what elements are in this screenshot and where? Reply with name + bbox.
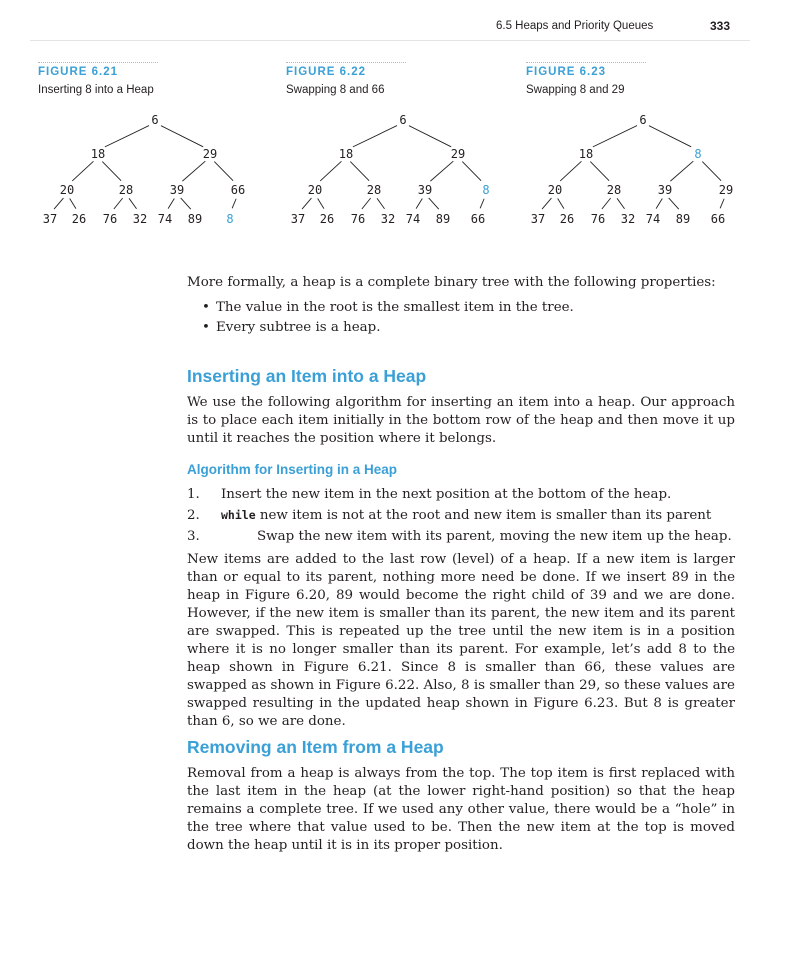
tree-edge bbox=[320, 161, 341, 181]
bullet-item bbox=[202, 320, 380, 335]
figure-caption: Swapping 8 and 66 bbox=[286, 84, 385, 96]
tree-node: 18 bbox=[338, 147, 354, 161]
tree-node: 89 bbox=[675, 212, 691, 226]
tree-node: 74 bbox=[157, 212, 173, 226]
tree-edge bbox=[214, 162, 233, 181]
step-text: Swap the new item with its parent, moving the new item up the heap. bbox=[257, 529, 732, 544]
tree-edge bbox=[430, 161, 453, 181]
tree-edge bbox=[590, 162, 609, 181]
tree-node: 74 bbox=[645, 212, 661, 226]
tree-node: 32 bbox=[380, 212, 396, 226]
tree-edge bbox=[377, 198, 384, 208]
tree-edge bbox=[602, 198, 611, 209]
tree-node: 20 bbox=[547, 183, 563, 197]
tree-edge bbox=[302, 198, 311, 209]
tree-edge bbox=[232, 199, 236, 209]
bullet-text: Every subtree is a heap. bbox=[216, 320, 381, 335]
figure-6-21 bbox=[30, 62, 260, 242]
tree-edge bbox=[72, 161, 93, 181]
tree-node: 29 bbox=[202, 147, 218, 161]
tree-edge bbox=[542, 198, 551, 209]
algorithm-heading: Algorithm for Inserting in a Heap bbox=[187, 462, 398, 477]
tree-edge bbox=[181, 198, 191, 209]
tree-node: 8 bbox=[482, 183, 490, 197]
bullet-icon: • bbox=[202, 320, 210, 335]
tree-node: 76 bbox=[590, 212, 606, 226]
tree-node: 89 bbox=[187, 212, 203, 226]
tree-edge bbox=[350, 162, 369, 181]
step-number: 2. bbox=[187, 508, 200, 523]
tree-edge bbox=[617, 198, 624, 208]
tree-edge bbox=[353, 126, 397, 147]
tree-edge bbox=[182, 161, 205, 181]
tree-node: 20 bbox=[307, 183, 323, 197]
tree-edge bbox=[129, 198, 136, 208]
algorithm-step-1 bbox=[187, 487, 747, 502]
tree-edge bbox=[649, 126, 691, 147]
figure-title: FIGURE 6.23 bbox=[526, 66, 607, 78]
tree-node: 29 bbox=[450, 147, 466, 161]
intro-text: More formally, a heap is a complete binary tree with the following properties: bbox=[187, 275, 716, 290]
tree-node: 76 bbox=[350, 212, 366, 226]
heap-tree-diagram bbox=[30, 62, 260, 242]
tree-node: 8 bbox=[694, 147, 702, 161]
figure-caption: Inserting 8 into a Heap bbox=[38, 84, 154, 96]
algorithm-step-2 bbox=[187, 508, 747, 523]
tree-edge bbox=[416, 198, 422, 208]
inserting-paragraph: We use the following algorithm for inserting an item into a heap. Our approach is to place each item initially in the bottom row of the heap and then move it up until it reaches the position where it belongs. bbox=[187, 395, 735, 446]
tree-node: 66 bbox=[470, 212, 486, 226]
page-number: 333 bbox=[709, 19, 730, 33]
tree-edge bbox=[362, 198, 371, 209]
tree-node: 18 bbox=[90, 147, 106, 161]
tree-node: 28 bbox=[606, 183, 622, 197]
tree-node: 32 bbox=[620, 212, 636, 226]
removing-paragraph: Removal from a heap is always from the top. The top item is first replaced with the last item in the heap (at the lower right-hand position) so that the heap remains a complete tree. If we used any other value, there would be a “hole” in the tree where that value used to be. Then the new item at the top is moved down the heap until it is in its proper position. bbox=[187, 766, 735, 853]
figure-6-22 bbox=[278, 62, 508, 242]
algorithm-step-3 bbox=[187, 529, 747, 544]
tree-node: 29 bbox=[718, 183, 734, 197]
tree-node: 6 bbox=[151, 113, 159, 127]
tree-edge bbox=[656, 198, 662, 208]
section-title: 6.5 Heaps and Priority Queues bbox=[496, 20, 654, 32]
step-number: 3. bbox=[187, 529, 200, 544]
figure-6-23 bbox=[518, 62, 748, 242]
tree-node: 28 bbox=[366, 183, 382, 197]
bullet-text: The value in the root is the smallest item in the tree. bbox=[216, 300, 574, 315]
bullet-icon: • bbox=[202, 300, 210, 315]
tree-node: 37 bbox=[42, 212, 58, 226]
tree-edge bbox=[720, 199, 724, 209]
tree-node: 76 bbox=[102, 212, 118, 226]
tree-node: 66 bbox=[230, 183, 246, 197]
tree-edge bbox=[318, 198, 324, 208]
inserting-explanation: New items are added to the last row (level) of a heap. If a new item is larger than or equal to its parent, nothing more need be done. If we insert 89 in the heap in Figure 6.20, 89 would become the right child of 39 and we are done. However, if the new item is smaller than its parent, the new item and its parent are swapped. This is repeated up the tree until the new item is in a position where it is no longer smaller than its parent. For example, let’s add 8 to the heap shown in Figure 6.21. Since 8 is smaller than 66, these values are swapped as shown in Figure 6.22. Also, 8 is smaller than 29, so these values are swapped resulting in the updated heap shown in Figure 6.23. But 8 is greater than 6, so we are done. bbox=[187, 552, 735, 729]
tree-edge bbox=[702, 162, 721, 181]
tree-edge bbox=[462, 162, 481, 181]
tree-node: 20 bbox=[59, 183, 75, 197]
section-heading-inserting: Inserting an Item into a Heap bbox=[187, 366, 427, 386]
figure-title: FIGURE 6.21 bbox=[38, 66, 119, 78]
while-keyword: while bbox=[221, 508, 256, 522]
tree-node: 6 bbox=[639, 113, 647, 127]
header-rule bbox=[30, 40, 750, 41]
figure-caption: Swapping 8 and 29 bbox=[526, 84, 625, 96]
tree-edge bbox=[558, 198, 564, 208]
section-heading-removing: Removing an Item from a Heap bbox=[187, 737, 444, 757]
figure-title: FIGURE 6.22 bbox=[286, 66, 367, 78]
step-text: Insert the new item in the next position at the bottom of the heap. bbox=[221, 487, 672, 502]
step-number: 1. bbox=[187, 487, 200, 502]
tree-edge bbox=[168, 198, 174, 208]
tree-edge bbox=[429, 198, 439, 209]
tree-node: 26 bbox=[559, 212, 575, 226]
tree-node: 74 bbox=[405, 212, 421, 226]
heap-tree-diagram bbox=[518, 62, 748, 242]
tree-edge bbox=[560, 161, 581, 181]
tree-edge bbox=[670, 161, 693, 181]
tree-node: 39 bbox=[417, 183, 433, 197]
tree-edge bbox=[409, 126, 451, 147]
tree-node: 39 bbox=[169, 183, 185, 197]
tree-node: 39 bbox=[657, 183, 673, 197]
tree-node: 37 bbox=[290, 212, 306, 226]
tree-edge bbox=[161, 126, 203, 147]
running-header bbox=[496, 18, 736, 38]
step-text: new item is not at the root and new item is smaller than its parent bbox=[255, 508, 712, 523]
bullet-item bbox=[202, 300, 574, 315]
tree-node: 28 bbox=[118, 183, 134, 197]
tree-node: 66 bbox=[710, 212, 726, 226]
tree-edge bbox=[54, 198, 63, 209]
tree-node: 26 bbox=[319, 212, 335, 226]
tree-node: 8 bbox=[226, 212, 234, 226]
tree-edge bbox=[105, 126, 149, 147]
tree-node: 6 bbox=[399, 113, 407, 127]
tree-node: 37 bbox=[530, 212, 546, 226]
tree-edge bbox=[102, 162, 121, 181]
tree-edge bbox=[480, 199, 484, 209]
tree-node: 26 bbox=[71, 212, 87, 226]
heap-tree-diagram bbox=[278, 62, 508, 242]
tree-node: 89 bbox=[435, 212, 451, 226]
tree-node: 32 bbox=[132, 212, 148, 226]
tree-edge bbox=[114, 198, 123, 209]
tree-edge bbox=[70, 198, 76, 208]
tree-node: 18 bbox=[578, 147, 594, 161]
tree-edge bbox=[593, 126, 637, 147]
tree-edge bbox=[669, 198, 679, 209]
